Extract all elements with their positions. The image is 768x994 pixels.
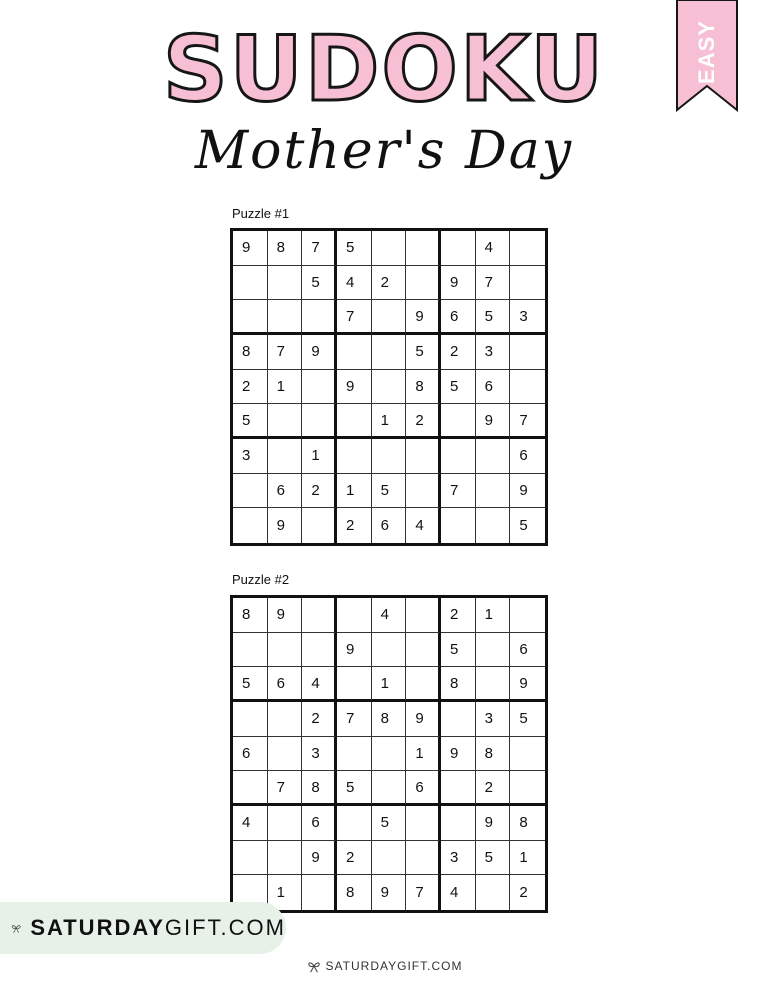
sudoku-cell[interactable] bbox=[510, 737, 545, 772]
sudoku-cell[interactable]: 5 bbox=[337, 231, 372, 266]
brand-banner[interactable] bbox=[0, 902, 286, 954]
sudoku-cell[interactable]: 5 bbox=[476, 300, 511, 335]
sudoku-cell[interactable]: 4 bbox=[233, 806, 268, 841]
sudoku-cell[interactable]: 1 bbox=[337, 474, 372, 509]
sudoku-cell[interactable]: 9 bbox=[406, 702, 441, 737]
sudoku-cell[interactable] bbox=[268, 806, 303, 841]
sudoku-cell[interactable] bbox=[233, 300, 268, 335]
sudoku-cell[interactable]: 8 bbox=[476, 737, 511, 772]
sudoku-cell[interactable]: 4 bbox=[302, 667, 337, 702]
sudoku-cell[interactable]: 2 bbox=[441, 335, 476, 370]
gift-bow-icon bbox=[306, 958, 322, 974]
sudoku-cell[interactable] bbox=[406, 841, 441, 876]
sudoku-cell[interactable] bbox=[441, 806, 476, 841]
sudoku-cell[interactable]: 2 bbox=[302, 702, 337, 737]
sudoku-cell[interactable]: 8 bbox=[337, 875, 372, 910]
sudoku-cell[interactable] bbox=[337, 737, 372, 772]
sudoku-cell[interactable]: 8 bbox=[406, 370, 441, 405]
sudoku-cell[interactable] bbox=[337, 598, 372, 633]
sudoku-cell[interactable]: 9 bbox=[406, 300, 441, 335]
sudoku-cell[interactable] bbox=[406, 474, 441, 509]
sudoku-cell[interactable] bbox=[337, 439, 372, 474]
sudoku-cell[interactable]: 7 bbox=[337, 702, 372, 737]
sudoku-cell[interactable]: 1 bbox=[268, 370, 303, 405]
sudoku-cell[interactable] bbox=[476, 508, 511, 543]
sudoku-cell[interactable]: 2 bbox=[406, 404, 441, 439]
sudoku-cell[interactable]: 3 bbox=[476, 335, 511, 370]
sudoku-cell[interactable] bbox=[302, 370, 337, 405]
sudoku-cell[interactable]: 9 bbox=[476, 404, 511, 439]
sudoku-cell[interactable]: 6 bbox=[510, 633, 545, 668]
sudoku-cell[interactable]: 6 bbox=[268, 474, 303, 509]
sudoku-cell[interactable] bbox=[233, 633, 268, 668]
sudoku-cell[interactable]: 7 bbox=[302, 231, 337, 266]
sudoku-cell[interactable] bbox=[268, 439, 303, 474]
puzzle-2-label: Puzzle #2 bbox=[232, 572, 290, 587]
sudoku-cell[interactable]: 1 bbox=[406, 737, 441, 772]
sudoku-cell[interactable]: 8 bbox=[233, 598, 268, 633]
sudoku-cell[interactable] bbox=[441, 404, 476, 439]
sudoku-cell[interactable] bbox=[510, 231, 545, 266]
sudoku-cell[interactable]: 3 bbox=[476, 702, 511, 737]
sudoku-cell[interactable]: 4 bbox=[476, 231, 511, 266]
sudoku-cell[interactable]: 1 bbox=[372, 667, 407, 702]
sudoku-cell[interactable]: 2 bbox=[233, 370, 268, 405]
sudoku-cell[interactable]: 9 bbox=[510, 667, 545, 702]
sudoku-cell[interactable] bbox=[372, 300, 407, 335]
sudoku-cell[interactable]: 9 bbox=[268, 598, 303, 633]
sudoku-cell[interactable] bbox=[233, 771, 268, 806]
sudoku-cell[interactable]: 9 bbox=[337, 633, 372, 668]
sudoku-cell[interactable] bbox=[406, 633, 441, 668]
gift-bow-icon bbox=[10, 913, 22, 943]
sudoku-cell[interactable]: 6 bbox=[510, 439, 545, 474]
sudoku-cell[interactable]: 6 bbox=[302, 806, 337, 841]
sudoku-cell[interactable] bbox=[268, 737, 303, 772]
sudoku-cell[interactable] bbox=[233, 841, 268, 876]
sudoku-cell[interactable]: 4 bbox=[372, 598, 407, 633]
brand-name bbox=[30, 915, 286, 941]
sudoku-cell[interactable]: 9 bbox=[441, 266, 476, 301]
sudoku-cell[interactable]: 2 bbox=[476, 771, 511, 806]
sudoku-cell[interactable] bbox=[441, 508, 476, 543]
sudoku-cell[interactable]: 2 bbox=[302, 474, 337, 509]
sudoku-cell[interactable]: 3 bbox=[510, 300, 545, 335]
sudoku-cell[interactable] bbox=[372, 439, 407, 474]
sudoku-cell[interactable] bbox=[441, 231, 476, 266]
sudoku-cell[interactable]: 5 bbox=[406, 335, 441, 370]
sudoku-cell[interactable] bbox=[372, 633, 407, 668]
sudoku-cell[interactable]: 6 bbox=[372, 508, 407, 543]
sudoku-cell[interactable] bbox=[510, 771, 545, 806]
sudoku-cell[interactable] bbox=[372, 771, 407, 806]
sudoku-cell[interactable]: 5 bbox=[233, 404, 268, 439]
sudoku-cell[interactable] bbox=[476, 439, 511, 474]
sudoku-cell[interactable] bbox=[372, 841, 407, 876]
sudoku-cell[interactable]: 7 bbox=[268, 771, 303, 806]
sudoku-cell[interactable]: 1 bbox=[476, 598, 511, 633]
sudoku-cell[interactable] bbox=[406, 806, 441, 841]
sudoku-cell[interactable] bbox=[441, 439, 476, 474]
sudoku-grid-2 bbox=[230, 595, 548, 913]
sudoku-cell[interactable]: 8 bbox=[233, 335, 268, 370]
brand-name-regular: GIFT.COM bbox=[164, 915, 286, 940]
sudoku-cell[interactable]: 5 bbox=[302, 266, 337, 301]
sudoku-cell[interactable]: 1 bbox=[268, 875, 303, 910]
sudoku-cell[interactable]: 9 bbox=[476, 806, 511, 841]
sudoku-cell[interactable]: 2 bbox=[337, 841, 372, 876]
sudoku-cell[interactable]: 5 bbox=[372, 474, 407, 509]
sudoku-cell[interactable]: 1 bbox=[372, 404, 407, 439]
sudoku-cell[interactable]: 4 bbox=[441, 875, 476, 910]
sudoku-cell[interactable] bbox=[337, 667, 372, 702]
sudoku-cell[interactable]: 5 bbox=[337, 771, 372, 806]
sudoku-cell[interactable]: 8 bbox=[510, 806, 545, 841]
sudoku-cell[interactable]: 7 bbox=[268, 335, 303, 370]
sudoku-cell[interactable] bbox=[476, 633, 511, 668]
sudoku-cell[interactable]: 8 bbox=[441, 667, 476, 702]
sudoku-cell[interactable] bbox=[302, 508, 337, 543]
sudoku-cell[interactable] bbox=[510, 370, 545, 405]
sudoku-cell[interactable]: 4 bbox=[337, 266, 372, 301]
sudoku-cell[interactable] bbox=[233, 266, 268, 301]
page-subtitle: Mother's Day bbox=[194, 121, 574, 181]
sudoku-cell[interactable]: 7 bbox=[337, 300, 372, 335]
sudoku-cell[interactable]: 7 bbox=[510, 404, 545, 439]
sudoku-cell[interactable] bbox=[406, 231, 441, 266]
sudoku-cell[interactable] bbox=[233, 508, 268, 543]
sudoku-cell[interactable] bbox=[302, 404, 337, 439]
sudoku-cell[interactable] bbox=[476, 875, 511, 910]
sudoku-cell[interactable] bbox=[476, 474, 511, 509]
sudoku-cell[interactable] bbox=[406, 598, 441, 633]
sudoku-cell[interactable] bbox=[406, 439, 441, 474]
sudoku-cell[interactable]: 2 bbox=[519, 884, 528, 902]
sudoku-cell[interactable]: 1 bbox=[302, 439, 337, 474]
footer bbox=[0, 958, 768, 974]
sudoku-cell[interactable]: 9 bbox=[268, 508, 303, 543]
sudoku-cell[interactable]: 5 bbox=[233, 667, 268, 702]
sudoku-cell[interactable] bbox=[233, 474, 268, 509]
sudoku-cell[interactable]: 4 bbox=[406, 508, 441, 543]
sudoku-cell[interactable] bbox=[510, 335, 545, 370]
sudoku-cell[interactable] bbox=[268, 266, 303, 301]
sudoku-cell[interactable]: 3 bbox=[441, 841, 476, 876]
sudoku-cell[interactable] bbox=[337, 404, 372, 439]
sudoku-cell[interactable] bbox=[302, 633, 337, 668]
sudoku-cell[interactable]: 9 bbox=[302, 335, 337, 370]
sudoku-cell[interactable]: 5 bbox=[476, 841, 511, 876]
sudoku-cell[interactable] bbox=[372, 335, 407, 370]
sudoku-cell[interactable]: 7 bbox=[441, 474, 476, 509]
sudoku-cell[interactable] bbox=[476, 667, 511, 702]
sudoku-cell[interactable]: 5 bbox=[441, 633, 476, 668]
sudoku-cell[interactable]: 2 bbox=[372, 266, 407, 301]
sudoku-cell[interactable]: 9 bbox=[510, 474, 545, 509]
sudoku-cell[interactable]: 6 bbox=[476, 370, 511, 405]
sudoku-cell[interactable] bbox=[372, 231, 407, 266]
sudoku-cell[interactable] bbox=[233, 702, 268, 737]
sudoku-cell[interactable]: 2 bbox=[441, 598, 476, 633]
sudoku-cell[interactable]: 1 bbox=[510, 841, 545, 876]
sudoku-cell[interactable] bbox=[268, 633, 303, 668]
sudoku-cell[interactable]: 9 bbox=[233, 231, 268, 266]
sudoku-cell[interactable] bbox=[268, 702, 303, 737]
sudoku-cell[interactable] bbox=[337, 806, 372, 841]
sudoku-cell[interactable]: 8 bbox=[302, 771, 337, 806]
difficulty-label: EASY bbox=[694, 20, 720, 84]
sudoku-cell[interactable]: 5 bbox=[441, 370, 476, 405]
sudoku-cell[interactable]: 9 bbox=[441, 737, 476, 772]
page-title: SUDOKU bbox=[162, 17, 606, 122]
sudoku-cell[interactable] bbox=[268, 841, 303, 876]
sudoku-cell[interactable]: 8 bbox=[268, 231, 303, 266]
sudoku-cell[interactable]: 3 bbox=[302, 737, 337, 772]
sudoku-cell[interactable]: 5 bbox=[519, 517, 528, 535]
sudoku-cell[interactable] bbox=[406, 266, 441, 301]
sudoku-grid-1 bbox=[230, 228, 548, 546]
sudoku-cell[interactable]: 7 bbox=[406, 875, 441, 910]
sudoku-cell[interactable]: 5 bbox=[510, 702, 545, 737]
sudoku-cell[interactable] bbox=[268, 404, 303, 439]
sudoku-cell[interactable] bbox=[302, 598, 337, 633]
footer-url[interactable]: SATURDAYGIFT.COM bbox=[325, 959, 463, 973]
sudoku-cell[interactable] bbox=[510, 598, 545, 633]
sudoku-cell[interactable] bbox=[406, 667, 441, 702]
sudoku-cell[interactable]: 2 bbox=[337, 508, 372, 543]
sudoku-cell[interactable]: 6 bbox=[268, 667, 303, 702]
sudoku-cell[interactable] bbox=[372, 737, 407, 772]
sudoku-cell[interactable]: 7 bbox=[476, 266, 511, 301]
sudoku-cell[interactable] bbox=[372, 370, 407, 405]
sudoku-cell[interactable] bbox=[337, 335, 372, 370]
sudoku-cell[interactable]: 9 bbox=[337, 370, 372, 405]
sudoku-cell[interactable]: 9 bbox=[372, 875, 407, 910]
sudoku-cell[interactable] bbox=[441, 702, 476, 737]
sudoku-cell[interactable] bbox=[510, 266, 545, 301]
puzzle-1-label: Puzzle #1 bbox=[232, 206, 290, 221]
sudoku-cell[interactable]: 6 bbox=[441, 300, 476, 335]
brand-name-bold: SATURDAY bbox=[30, 915, 165, 940]
sudoku-cell[interactable]: 6 bbox=[406, 771, 441, 806]
sudoku-cell[interactable]: 8 bbox=[372, 702, 407, 737]
sudoku-cell[interactable] bbox=[268, 300, 303, 335]
sudoku-cell[interactable] bbox=[302, 875, 337, 910]
sudoku-cell[interactable]: 3 bbox=[233, 439, 268, 474]
sudoku-cell[interactable]: 9 bbox=[302, 841, 337, 876]
sudoku-cell[interactable] bbox=[441, 771, 476, 806]
sudoku-cell[interactable]: 6 bbox=[233, 737, 268, 772]
sudoku-cell[interactable]: 5 bbox=[372, 806, 407, 841]
sudoku-cell[interactable] bbox=[302, 300, 337, 335]
